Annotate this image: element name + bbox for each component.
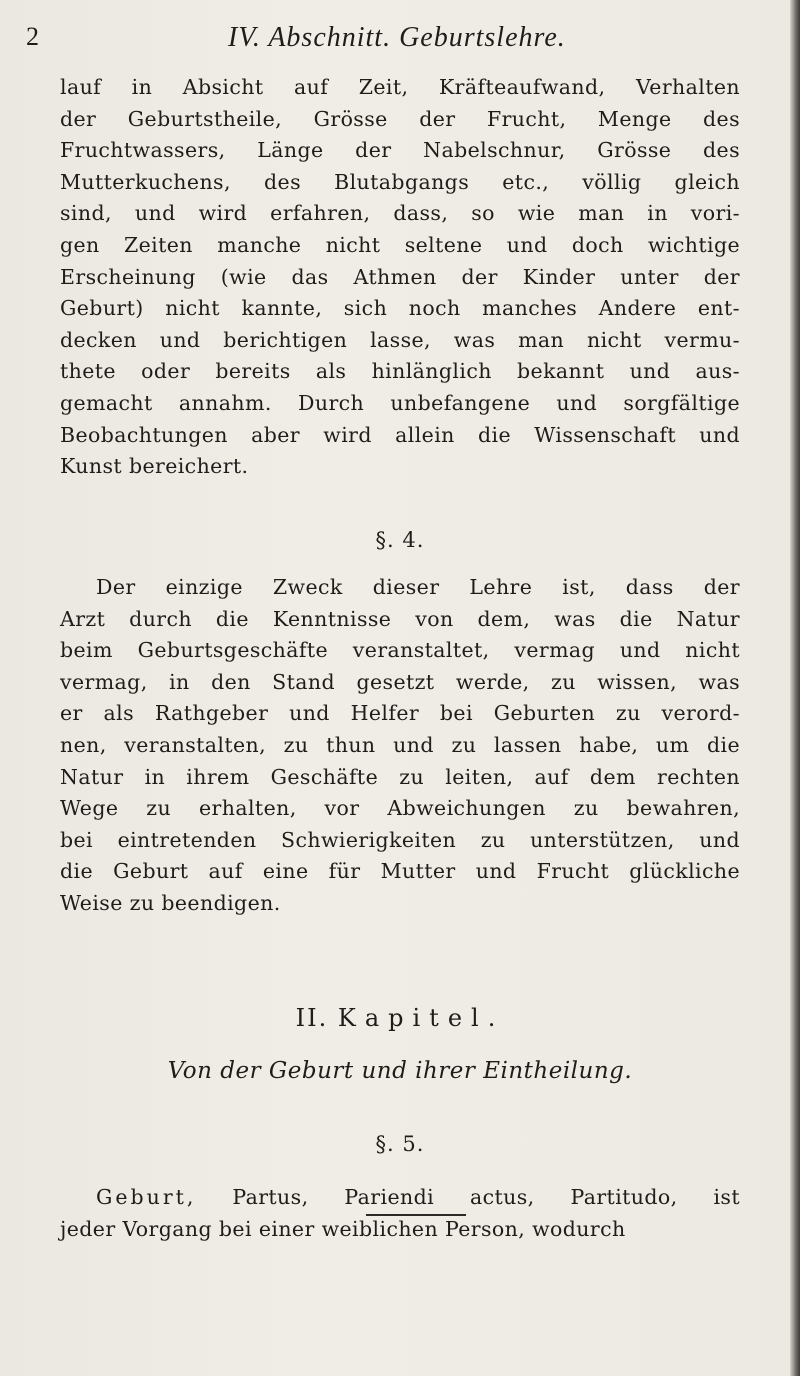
text-line: decken und berichtigen lasse, was man nicht vermu-: [60, 327, 740, 352]
paragraph-continued: [60, 72, 740, 483]
text-line: sind, und wird erfahren, dass, so wie man in vori-: [60, 201, 740, 226]
text-line: gemacht annahm. Durch unbefangene und sorgfältige: [60, 390, 740, 415]
running-header: [26, 22, 746, 62]
text-line: Arzt durch die Kenntnisse von dem, was die Natur: [60, 606, 740, 631]
section-4-heading: §. 4.: [375, 528, 425, 552]
text-line: jeder Vorgang bei einer weiblichen Person, wodurch: [60, 1216, 626, 1241]
section-5-body: [60, 1182, 740, 1245]
text-line: lauf in Absicht auf Zeit, Kräfteaufwand, Verhalten: [60, 75, 740, 99]
chapter-title: Von der Geburt und ihrer Eintheilung.: [167, 1058, 633, 1084]
page-number: 2: [26, 22, 40, 51]
text-line: Natur in ihrem Geschäfte zu leiten, auf dem rechten: [60, 764, 740, 789]
running-title: IV. Abschnitt. Geburtslehre.: [228, 22, 566, 53]
text-line: thete oder bereits als hinlänglich bekannt und aus-: [60, 359, 740, 384]
text-line: vermag, in den Stand gesetzt werde, zu wissen, was: [60, 669, 740, 694]
text-line: nen, veranstalten, zu thun und zu lassen habe, um die: [60, 732, 740, 757]
text-line: Erscheinung (wie das Athmen der Kinder unter der: [60, 264, 740, 289]
section-5-heading: §. 5.: [375, 1132, 425, 1156]
text-span: Partus, Pariendi actus, Partitudo, ist: [232, 1185, 740, 1209]
section-4-body: [60, 572, 740, 920]
defined-term: Geburt,: [96, 1185, 197, 1209]
text-line: Der einzige Zweck dieser Lehre ist, dass der: [96, 575, 740, 599]
text-line: gen Zeiten manche nicht seltene und doch wichtige: [60, 232, 740, 257]
page-edge-shadow: [790, 0, 800, 1376]
text-line: bei eintretenden Schwierigkeiten zu unterstützen, und: [60, 827, 740, 852]
text-line: Beobachtungen aber wird allein die Wissenschaft und: [60, 422, 740, 447]
text-line: [60, 1182, 740, 1214]
text-line: Weise zu beendigen.: [60, 890, 281, 915]
chapter-heading: [60, 1004, 740, 1032]
text-line: Kunst bereichert.: [60, 454, 249, 479]
text-line: die Geburt auf eine für Mutter und Frucht glückliche: [60, 859, 740, 884]
chapter-label: Kapitel.: [337, 1004, 505, 1032]
text-line: Fruchtwassers, Länge der Nabelschnur, Grösse des: [60, 138, 740, 163]
text-line: beim Geburtsgeschäfte veranstaltet, vermag und nicht: [60, 638, 740, 663]
text-line: Geburt) nicht kannte, sich noch manches Andere ent-: [60, 296, 740, 321]
chapter-number: II.: [295, 1004, 329, 1032]
text-line: er als Rathgeber und Helfer bei Geburten zu verord-: [60, 701, 740, 726]
text-line: Wege zu erhalten, vor Abweichungen zu bewahren,: [60, 796, 740, 821]
text-line: Mutterkuchens, des Blutabgangs etc., völlig gleich: [60, 169, 740, 194]
text-line: der Geburtstheile, Grösse der Frucht, Menge des: [60, 106, 740, 131]
